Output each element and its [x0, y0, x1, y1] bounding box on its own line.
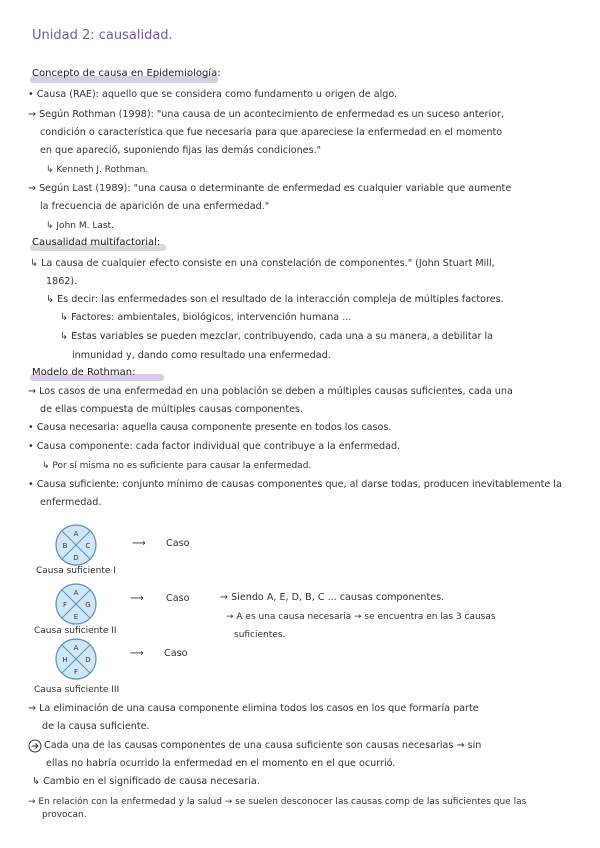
pie-letter: G [85, 601, 91, 609]
pie-letter: C [85, 542, 91, 550]
page-title: Unidad 2: causalidad. [32, 28, 173, 43]
pie-letter: A [73, 589, 79, 597]
text-line: ↳ Estas variables se pueden mezclar, contribuyendo, cada una a su manera, a debilitar la [60, 331, 493, 342]
text-line: ↳ Factores: ambientales, biológicos, intervención humana ... [60, 312, 352, 323]
pie-letter: E [73, 613, 79, 621]
text-line: condición o característica que fue necesaria para que apareciese la enfermedad en el momento [40, 127, 503, 138]
text-line: → Los casos de una enfermedad en una población se deben a múltiples causas suficientes, cada una [28, 386, 513, 397]
pie-letter: D [85, 656, 91, 664]
text-line: ↳ Es decir: las enfermedades son el resultado de la interacción compleja de múltiples factores. [46, 294, 504, 305]
text-line: → Según Rothman (1998): "una causa de un acontecimiento de enfermedad es un suceso anterior, [28, 109, 505, 120]
diagram-note: suficientes. [234, 630, 286, 640]
text-line: • Causa suficiente: conjunto mínimo de causas componentes que, al darse todas, producen inevitablemente la [28, 479, 562, 490]
circled-arrow-icon [28, 739, 42, 753]
sufficient-cause-pie-3 [54, 637, 98, 681]
arrow-icon: ⟶ [130, 593, 144, 604]
text-line: ↳ Kenneth J. Rothman. [46, 165, 149, 175]
text-line: en que apareció, suponiendo fijas las demás condiciones." [40, 145, 322, 156]
text-line: de ellas compuesta de múltiples causas componentes. [40, 404, 304, 415]
diagram-caption: Causa suficiente III [34, 685, 120, 695]
text-line: ↳ Por sí misma no es suficiente para causar la enfermedad. [42, 461, 312, 471]
arrow-icon: ⟶ [130, 648, 144, 659]
case-label: Caso [164, 648, 188, 659]
text-line: enfermedad. [40, 497, 102, 508]
diagram-note: → Siendo A, E, D, B, C ... causas componentes. [220, 592, 445, 603]
pie-letter: D [73, 554, 79, 562]
sufficient-cause-pie-2 [54, 582, 98, 626]
diagram-note: → A es una causa necesaria → se encuentra en las 3 causas [226, 612, 496, 622]
text-line: provocan. [42, 810, 87, 820]
sufficient-cause-pie-1 [54, 523, 98, 567]
text-line: inmunidad y, dando como resultado una enfermedad. [72, 350, 331, 361]
pie-letter: F [62, 601, 68, 609]
text-line: • Causa componente: cada factor individual que contribuye a la enfermedad. [28, 441, 401, 452]
text-line: ↳ John M. Last. [46, 221, 114, 231]
text-line: de la causa suficiente. [42, 721, 150, 732]
text-line: ↳ Cambio en el significado de causa necesaria. [32, 776, 260, 787]
section-heading-modelo-rothman: Modelo de Rothman: [32, 367, 136, 378]
arrow-icon: ⟶ [132, 538, 146, 549]
text-line: • Causa necesaria: aquella causa componente presente en todos los casos. [28, 422, 392, 433]
pie-letter: H [62, 656, 68, 664]
pie-letter: A [73, 644, 79, 652]
case-label: Caso [166, 538, 190, 549]
text-line: ellas no habría ocurrido la enfermedad en el momento en el que ocurrió. [46, 758, 396, 769]
diagram-caption: Causa suficiente II [34, 626, 117, 636]
section-heading-concepto: Concepto de causa en Epidemiología: [32, 68, 221, 79]
text-line: la frecuencia de aparición de una enfermedad." [40, 201, 270, 212]
pie-letter: B [62, 542, 68, 550]
text-line: ↳ La causa de cualquier efecto consiste en una constelación de componentes." (John Stuart Mill, [30, 258, 495, 269]
pie-letter: A [73, 530, 79, 538]
case-label: Caso [166, 593, 190, 604]
text-line: → En relación con la enfermedad y la salud → se suelen desconocer las causas comp de las suficientes que las [28, 797, 527, 807]
text-line: → La eliminación de una causa componente elimina todos los casos en los que formaría parte [28, 703, 479, 714]
text-line: 1862). [46, 276, 78, 287]
section-heading-causalidad-multifactorial: Causalidad multifactorial: [32, 237, 161, 248]
text-line: • Causa (RAE): aquello que se considera como fundamento u origen de algo. [28, 89, 398, 100]
pie-letter: F [73, 668, 79, 676]
text-line: Cada una de las causas componentes de una causa suficiente son causas necesarias → sin [44, 740, 482, 751]
text-line: → Según Last (1989): "una causa o determinante de enfermedad es cualquier variable que aumente [28, 183, 512, 194]
diagram-caption: Causa suficiente I [36, 566, 116, 576]
